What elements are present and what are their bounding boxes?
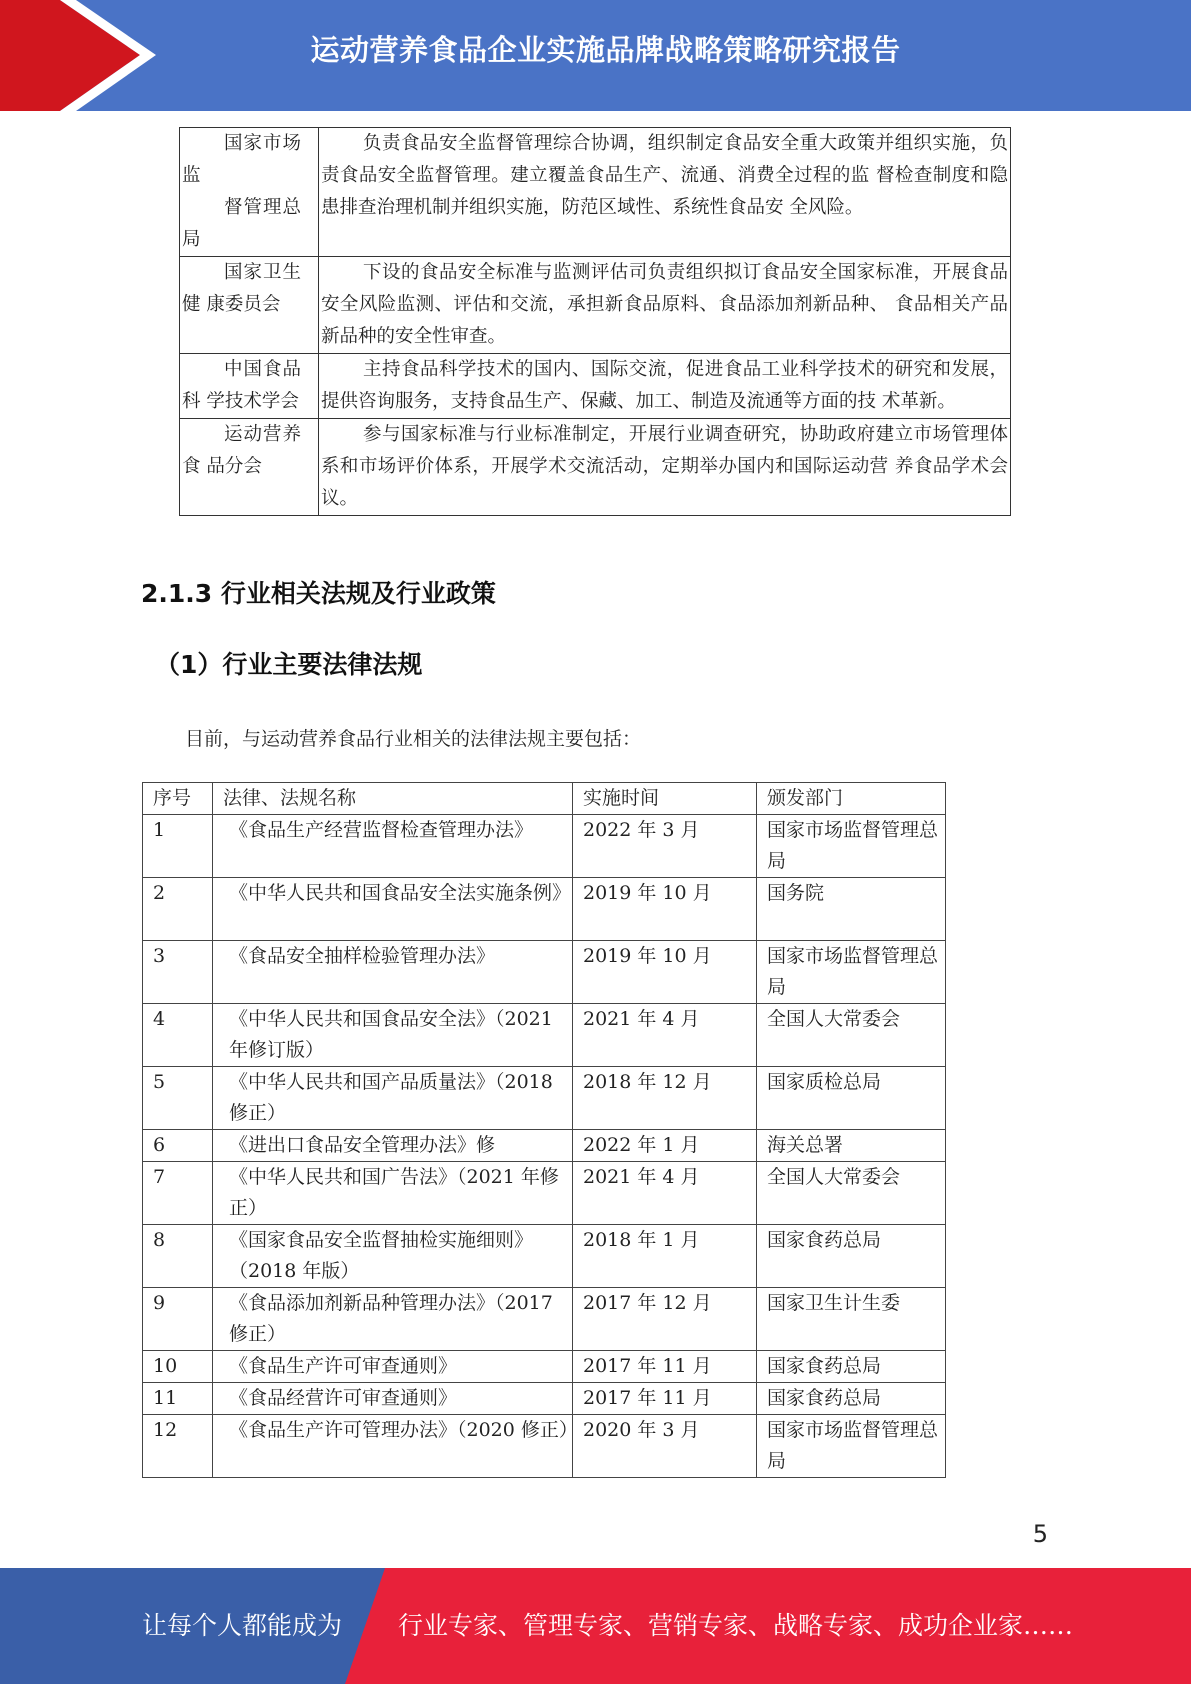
- law-name: 《中华人民共和国食品安全法实施条例》: [213, 878, 573, 941]
- agency-name: [180, 257, 319, 354]
- agency-row: [180, 354, 1011, 419]
- law-name: 《中华人民共和国食品安全法》（2021 年修订版）: [213, 1004, 573, 1067]
- agency-name: [180, 419, 319, 516]
- footer-slogan-right: 行业专家、管理专家、营销专家、战略专家、成功企业家……: [398, 1611, 1074, 1640]
- law-row: [143, 1067, 946, 1130]
- law-row: [143, 1351, 946, 1383]
- agency-name-line: 中国食品: [224, 359, 303, 380]
- law-name: 《食品生产许可审查通则》: [213, 1351, 573, 1383]
- agency-row: [180, 128, 1011, 257]
- law-dept: 国家质检总局: [757, 1067, 946, 1130]
- law-no: 7: [143, 1162, 213, 1225]
- law-date: 2019 年 10 月: [573, 878, 757, 941]
- page-footer: [0, 1568, 1191, 1684]
- law-date: 2021 年 4 月: [573, 1004, 757, 1067]
- law-dept: 国务院: [757, 878, 946, 941]
- law-name: 《进出口食品安全管理办法》修: [213, 1130, 573, 1162]
- law-no: 8: [143, 1225, 213, 1288]
- report-title: 运动营养食品企业实施品牌战略策略研究报告: [310, 33, 901, 67]
- law-no: 1: [143, 815, 213, 878]
- agency-row: [180, 419, 1011, 516]
- footer-slogan-left: 让每个人都能成为: [142, 1611, 343, 1640]
- laws-table-header: [143, 783, 946, 815]
- law-no: 11: [143, 1383, 213, 1415]
- agency-row: [180, 257, 1011, 354]
- law-date: 2017 年 12 月: [573, 1288, 757, 1351]
- intro-paragraph: 目前，与运动营养食品行业相关的法律法规主要包括：: [185, 728, 642, 750]
- law-row: [143, 1415, 946, 1478]
- law-dept: 国家食药总局: [757, 1225, 946, 1288]
- law-date: 2020 年 3 月: [573, 1415, 757, 1478]
- law-name: 《中华人民共和国广告法》（2021 年修正）: [213, 1162, 573, 1225]
- law-row: [143, 1288, 946, 1351]
- law-row: [143, 1130, 946, 1162]
- header-dept: 颁发部门: [757, 783, 946, 815]
- agency-name-line: 运动营养: [224, 424, 303, 445]
- agency-name-line: 健 康委员会: [182, 294, 281, 315]
- law-no: 3: [143, 941, 213, 1004]
- law-date: 2018 年 1 月: [573, 1225, 757, 1288]
- agency-name-line: 督管理总: [224, 197, 303, 218]
- section-heading: 2.1.3 行业相关法规及行业政策: [141, 579, 496, 608]
- law-row: [143, 1383, 946, 1415]
- sub-heading: （1）行业主要法律法规: [155, 650, 423, 679]
- law-dept: 国家食药总局: [757, 1383, 946, 1415]
- law-dept: 国家卫生计生委: [757, 1288, 946, 1351]
- agency-duty: 主持食品科学技术的国内、国际交流，促进食品工业科学技术的研究和发展，提供咨询服务，支持食品生产、保藏、加工、制造及流通等方面的技 术革新。: [319, 354, 1011, 419]
- law-row: [143, 878, 946, 941]
- law-name: 《国家食品安全监督抽检实施细则》 （2018 年版）: [213, 1225, 573, 1288]
- agency-duty: 参与国家标准与行业标准制定，开展行业调查研究，协助政府建立市场管理体系和市场评价体系，开展学术交流活动，定期举办国内和国际运动营 养食品学术会议。: [319, 419, 1011, 516]
- law-date: 2022 年 1 月: [573, 1130, 757, 1162]
- law-name: 《食品添加剂新品种管理办法》（2017 修正）: [213, 1288, 573, 1351]
- page-number: 5: [1032, 1520, 1048, 1548]
- agency-name-line: 国家卫生: [224, 262, 303, 283]
- law-dept: 全国人大常委会: [757, 1162, 946, 1225]
- law-no: 10: [143, 1351, 213, 1383]
- header-date: 实施时间: [573, 783, 757, 815]
- law-dept: 国家市场监督管理总局: [757, 941, 946, 1004]
- law-name: 《食品生产许可管理办法》（2020 修正）: [213, 1415, 573, 1478]
- law-no: 9: [143, 1288, 213, 1351]
- agency-duty: 负责食品安全监督管理综合协调，组织制定食品安全重大政策并组织实施，负责食品安全监督管理。建立覆盖食品生产、流通、消费全过程的监 督检查制度和隐患排查治理机制并组织实施，防范区域性、系统性食品安 全风险。: [319, 128, 1011, 257]
- agency-name-line: 科 学技术学会: [182, 391, 299, 412]
- law-date: 2021 年 4 月: [573, 1162, 757, 1225]
- law-no: 12: [143, 1415, 213, 1478]
- law-name: 《食品经营许可审查通则》: [213, 1383, 573, 1415]
- law-row: [143, 1225, 946, 1288]
- agency-name-line: 食 品分会: [182, 456, 262, 477]
- law-row: [143, 1004, 946, 1067]
- law-dept: 全国人大常委会: [757, 1004, 946, 1067]
- agency-duty: 下设的食品安全标准与监测评估司负责组织拟订食品安全国家标准，开展食品安全风险监测、评估和交流，承担新食品原料、食品添加剂新品种、 食品相关产品新品种的安全性审查。: [319, 257, 1011, 354]
- law-no: 2: [143, 878, 213, 941]
- laws-table: [142, 782, 946, 1478]
- agency-table: [179, 127, 1011, 516]
- header-name: 法律、法规名称: [213, 783, 573, 815]
- law-date: 2018 年 12 月: [573, 1067, 757, 1130]
- law-dept: 海关总署: [757, 1130, 946, 1162]
- law-name: 《食品生产经营监督检查管理办法》: [213, 815, 573, 878]
- law-date: 2019 年 10 月: [573, 941, 757, 1004]
- law-no: 5: [143, 1067, 213, 1130]
- agency-name: [180, 128, 319, 257]
- agency-name: [180, 354, 319, 419]
- law-dept: 国家市场监督管理总局: [757, 815, 946, 878]
- law-date: 2022 年 3 月: [573, 815, 757, 878]
- law-row: [143, 941, 946, 1004]
- law-no: 6: [143, 1130, 213, 1162]
- law-dept: 国家市场监督管理总局: [757, 1415, 946, 1478]
- page-header: [0, 0, 1191, 111]
- law-row: [143, 1162, 946, 1225]
- agency-name-line: 局: [182, 229, 201, 250]
- header-no: 序号: [143, 783, 213, 815]
- law-date: 2017 年 11 月: [573, 1383, 757, 1415]
- agency-name-line: 监: [182, 165, 201, 186]
- agency-name-line: 国家市场: [224, 133, 303, 154]
- law-no: 4: [143, 1004, 213, 1067]
- header-chevron-decoration: [0, 0, 200, 111]
- law-name: 《中华人民共和国产品质量法》（2018 修正）: [213, 1067, 573, 1130]
- law-row: [143, 815, 946, 878]
- law-dept: 国家食药总局: [757, 1351, 946, 1383]
- law-name: 《食品安全抽样检验管理办法》: [213, 941, 573, 1004]
- law-date: 2017 年 11 月: [573, 1351, 757, 1383]
